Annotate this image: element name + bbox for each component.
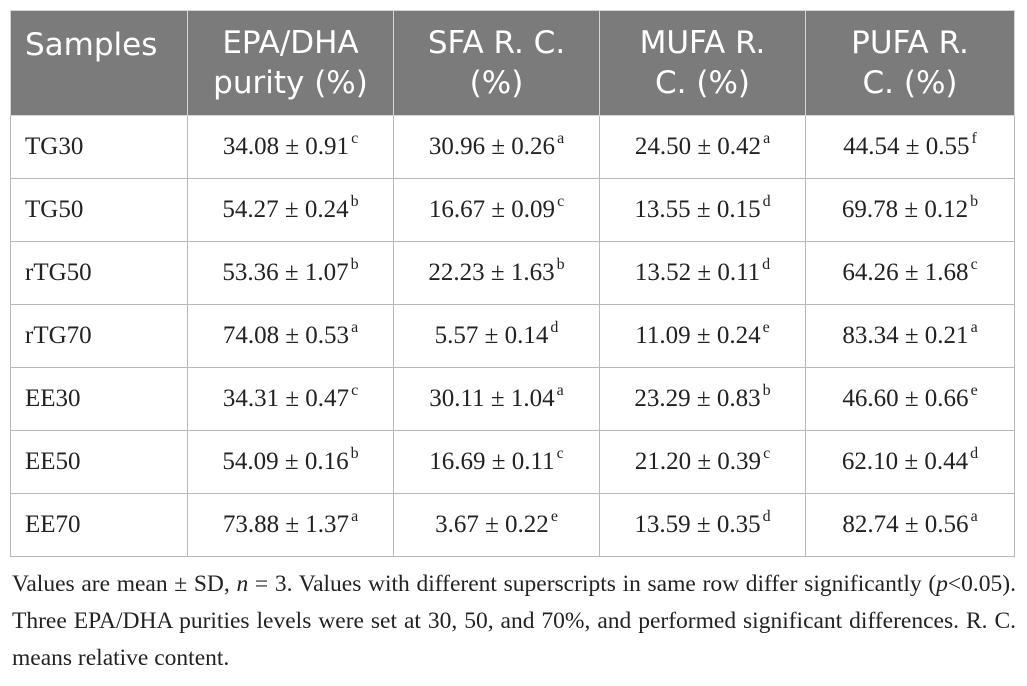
significance-superscript: a xyxy=(970,507,978,525)
cell-value: 5.57 ± 0.14 xyxy=(434,322,549,349)
cell-value: 34.08 ± 0.91 xyxy=(222,133,350,160)
column-header-line: purity (%) xyxy=(213,65,368,101)
cell-value: 44.54 ± 0.55 xyxy=(843,133,970,160)
significance-superscript: c xyxy=(556,444,564,462)
table-header xyxy=(11,11,1015,116)
value-cell xyxy=(188,431,394,494)
sample-name-cell: EE30 xyxy=(11,368,188,431)
column-header-line: Samples xyxy=(25,27,158,63)
cell-value: 54.09 ± 0.16 xyxy=(222,448,349,475)
cell-value: 83.34 ± 0.21 xyxy=(842,322,969,349)
sample-name-cell: EE70 xyxy=(11,494,188,557)
value-cell xyxy=(188,116,394,179)
column-header-line: C. (%) xyxy=(655,65,750,101)
column-header xyxy=(600,11,806,116)
significance-superscript: c xyxy=(351,129,359,147)
value-cell xyxy=(394,305,600,368)
significance-superscript: a xyxy=(351,507,359,525)
cell-value: 64.26 ± 1.68 xyxy=(842,259,969,286)
value-cell xyxy=(188,179,394,242)
value-cell xyxy=(188,242,394,305)
value-cell xyxy=(600,494,806,557)
significance-superscript: a xyxy=(970,318,978,336)
value-cell xyxy=(806,305,1015,368)
footnote-p-variable: p xyxy=(936,571,948,597)
column-header xyxy=(394,11,600,116)
cell-value: 53.36 ± 1.07 xyxy=(222,259,349,286)
cell-value: 13.55 ± 0.15 xyxy=(634,196,761,223)
value-cell xyxy=(806,368,1015,431)
column-header-line: (%) xyxy=(469,65,524,101)
significance-superscript: b xyxy=(350,255,359,273)
cell-value: 74.08 ± 0.53 xyxy=(222,322,350,349)
significance-superscript: e xyxy=(970,381,978,399)
significance-superscript: f xyxy=(971,129,977,147)
significance-superscript: e xyxy=(550,507,558,525)
significance-superscript: d xyxy=(550,318,559,336)
sample-name-cell: EE50 xyxy=(11,431,188,494)
table-row xyxy=(11,242,1015,305)
data-table xyxy=(10,10,1015,557)
cell-value: 24.50 ± 0.42 xyxy=(634,133,762,160)
footnote-text-2: = 3. Values with different superscripts in same row differ significantly ( xyxy=(248,571,937,597)
column-header-line: PUFA R. xyxy=(851,25,969,61)
cell-value: 16.69 ± 0.11 xyxy=(429,448,555,475)
value-cell xyxy=(394,116,600,179)
value-cell xyxy=(600,116,806,179)
significance-superscript: b xyxy=(762,381,771,399)
value-cell xyxy=(600,368,806,431)
sample-name-cell: TG50 xyxy=(11,179,188,242)
table-row xyxy=(11,368,1015,431)
footnote-text-1: Values are mean ± SD, xyxy=(12,571,237,597)
significance-superscript: a xyxy=(763,129,771,147)
value-cell xyxy=(600,242,806,305)
cell-value: 21.20 ± 0.39 xyxy=(634,448,762,475)
significance-superscript: a xyxy=(351,318,359,336)
column-header xyxy=(806,11,1015,116)
value-cell xyxy=(188,305,394,368)
cell-value: 30.96 ± 0.26 xyxy=(428,133,556,160)
significance-superscript: b xyxy=(556,255,565,273)
cell-value: 62.10 ± 0.44 xyxy=(841,448,969,475)
cell-value: 82.74 ± 0.56 xyxy=(842,511,969,538)
cell-value: 3.67 ± 0.22 xyxy=(435,511,549,538)
significance-superscript: c xyxy=(557,192,565,210)
cell-value: 69.78 ± 0.12 xyxy=(841,196,969,223)
cell-value: 30.11 ± 1.04 xyxy=(429,385,555,412)
significance-superscript: e xyxy=(762,318,770,336)
value-cell xyxy=(806,179,1015,242)
header-row xyxy=(11,11,1015,116)
data-table-container xyxy=(10,10,1014,557)
cell-value: 34.31 ± 0.47 xyxy=(222,385,350,412)
cell-value: 13.59 ± 0.35 xyxy=(634,511,761,538)
value-cell xyxy=(806,242,1015,305)
significance-superscript: b xyxy=(350,192,359,210)
value-cell xyxy=(600,179,806,242)
value-cell xyxy=(394,431,600,494)
cell-value: 22.23 ± 1.63 xyxy=(428,259,555,286)
table-footnote xyxy=(12,566,1016,677)
significance-superscript: d xyxy=(762,507,771,525)
sample-name-cell: rTG50 xyxy=(11,242,188,305)
value-cell xyxy=(394,242,600,305)
table-row xyxy=(11,494,1015,557)
cell-value: 46.60 ± 0.66 xyxy=(842,385,969,412)
significance-superscript: c xyxy=(351,381,359,399)
significance-superscript: a xyxy=(557,129,565,147)
significance-superscript: d xyxy=(970,444,979,462)
table-row xyxy=(11,116,1015,179)
table-row xyxy=(11,179,1015,242)
table-row xyxy=(11,431,1015,494)
value-cell xyxy=(394,179,600,242)
significance-superscript: b xyxy=(350,444,359,462)
value-cell xyxy=(806,494,1015,557)
significance-superscript: d xyxy=(762,255,771,273)
value-cell xyxy=(188,368,394,431)
value-cell xyxy=(600,305,806,368)
column-header-line: MUFA R. xyxy=(639,25,766,61)
column-header xyxy=(11,11,188,116)
footnote-n-variable: n xyxy=(236,571,249,597)
column-header-line: EPA/DHA xyxy=(222,25,359,61)
value-cell xyxy=(394,494,600,557)
value-cell xyxy=(600,431,806,494)
sample-name-cell: rTG70 xyxy=(11,305,188,368)
cell-value: 54.27 ± 0.24 xyxy=(222,196,349,223)
cell-value: 13.52 ± 0.11 xyxy=(634,259,761,286)
significance-superscript: b xyxy=(970,192,979,210)
significance-superscript: d xyxy=(762,192,771,210)
cell-value: 23.29 ± 0.83 xyxy=(634,385,761,412)
significance-superscript: c xyxy=(763,444,771,462)
sample-name-cell: TG30 xyxy=(11,116,188,179)
cell-value: 73.88 ± 1.37 xyxy=(222,511,350,538)
table-body xyxy=(11,116,1015,557)
value-cell xyxy=(188,494,394,557)
cell-value: 11.09 ± 0.24 xyxy=(635,322,761,349)
footnote-text-3: <0.05). Three EPA/DHA purities levels were set at 30, 50, and 70%, and performed significant differences. R. C. means relative content. xyxy=(12,571,1016,671)
column-header xyxy=(188,11,394,116)
value-cell xyxy=(806,431,1015,494)
value-cell xyxy=(806,116,1015,179)
column-header-line: SFA R. C. xyxy=(427,25,566,61)
column-header-line: C. (%) xyxy=(862,65,958,101)
cell-value: 16.67 ± 0.09 xyxy=(428,196,556,223)
value-cell xyxy=(394,368,600,431)
significance-superscript: a xyxy=(556,381,564,399)
significance-superscript: c xyxy=(970,255,978,273)
table-row xyxy=(11,305,1015,368)
